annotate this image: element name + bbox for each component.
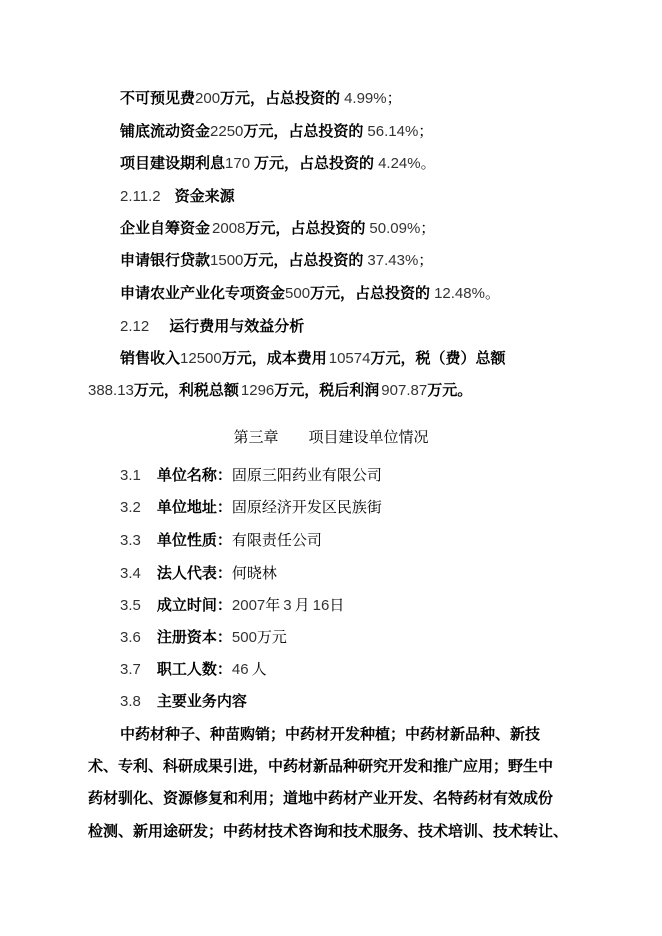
- section-3-8-heading: 3.8 主要业务内容: [120, 692, 247, 710]
- funding-line-self: 企业自筹资金 2008万元，占总投资的 50.09%；: [120, 219, 436, 237]
- section-2-11-2-heading: 2.11.2 资金来源: [120, 187, 235, 205]
- chapter-3-heading: 第三章 项目建设单位情况: [233, 428, 429, 446]
- business-line-1: 中药材种子、种苗购销；中药材开发种植；中药材新品种、新技: [120, 725, 541, 743]
- unit-item-legal-rep: 3.4 法人代表：何晓林: [120, 564, 277, 582]
- investment-line-interest: 项目建设期利息170 万元，占总投资的 4.24%。: [120, 154, 436, 172]
- section-2-12-heading: 2.12 运行费用与效益分析: [120, 317, 305, 335]
- unit-item-capital: 3.6 注册资本：500万元: [120, 628, 287, 646]
- unit-item-address: 3.2 单位地址：固原经济开发区民族街: [120, 498, 382, 516]
- unit-item-nature: 3.3 单位性质：有限责任公司: [120, 531, 322, 549]
- funding-line-bank-loan: 申请银行贷款1500万元，占总投资的 37.43%；: [120, 251, 434, 269]
- benefit-paragraph-line-1: 销售收入12500万元，成本费用 10574万元，税（费）总额: [120, 349, 506, 367]
- funding-line-special-fund: 申请农业产业化专项资金500万元，占总投资的 12.48%。: [120, 284, 500, 302]
- business-line-2: 术、专利、科研成果引进，中药材新品种研究开发和推广应用；野生中: [88, 757, 554, 775]
- business-line-4: 检测、新用途研发；中药材技术咨询和技术服务、技术培训、技术转让、: [88, 822, 569, 840]
- unit-item-staff: 3.7 职工人数：46 人: [120, 660, 267, 678]
- investment-line-working-capital: 铺底流动资金2250万元，占总投资的 56.14%；: [120, 122, 434, 140]
- benefit-paragraph-line-2: 388.13万元，利税总额 1296万元，税后利润 907.87万元。: [88, 381, 473, 399]
- unit-item-founded: 3.5 成立时间：2007年 3 月 16日: [120, 596, 345, 614]
- unit-item-name: 3.1 单位名称：固原三阳药业有限公司: [120, 466, 382, 484]
- investment-line-contingency: 不可预见费200万元，占总投资的 4.99%；: [120, 89, 402, 107]
- business-line-3: 药材驯化、资源修复和利用；道地中药材产业开发、名特药材有效成份: [88, 789, 554, 807]
